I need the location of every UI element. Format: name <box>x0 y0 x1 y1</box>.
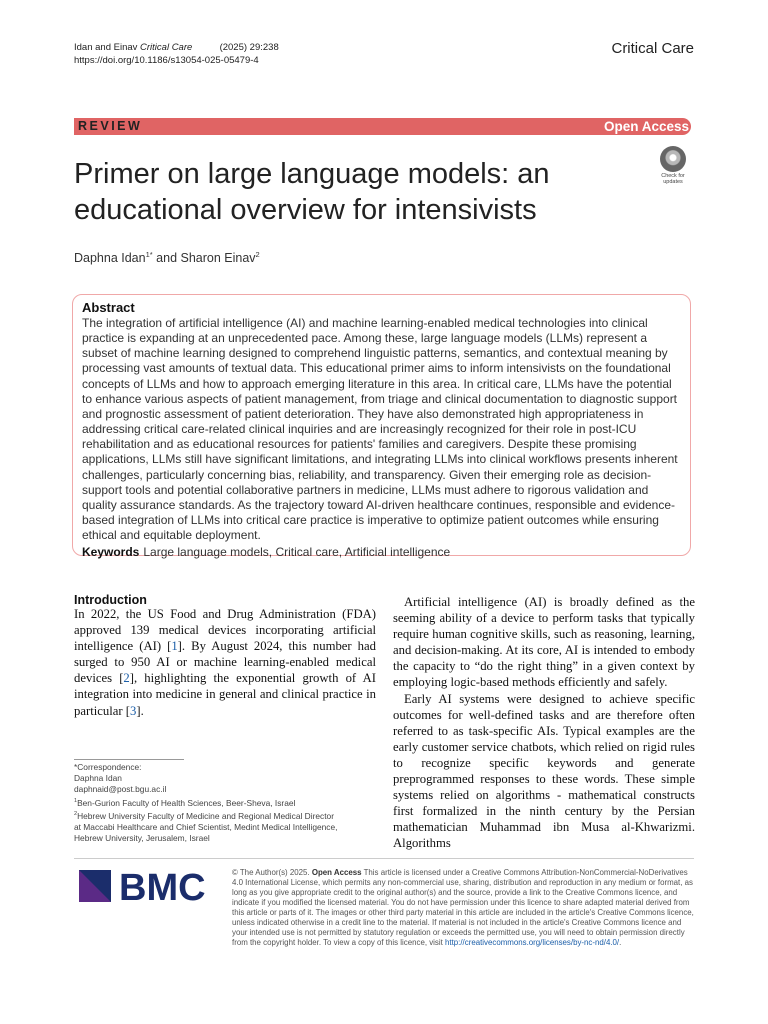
header-authors: Idan and Einav <box>74 42 138 53</box>
copyright: © The Author(s) 2025. <box>232 868 310 877</box>
correspondence-email[interactable]: daphnaid@post.bgu.ac.il <box>74 784 167 795</box>
article-title <box>74 156 594 228</box>
citation-link-2[interactable]: 2 <box>123 671 130 686</box>
intro-paragraph <box>74 606 376 719</box>
correspondence-footnote <box>74 762 374 844</box>
citation-link-3[interactable]: 3 <box>130 703 137 718</box>
header-citation: (2025) 29:238 <box>219 42 279 53</box>
affiliation-2-line-1: Hebrew University Faculty of Medicine and Regional Medical Director <box>77 810 335 821</box>
intro-heading: Introduction <box>74 593 147 607</box>
keywords <box>82 545 682 560</box>
bmc-logo-text: BMC <box>119 867 206 906</box>
running-header <box>74 41 279 67</box>
license-text <box>232 868 696 948</box>
crossmark-line2: updates <box>663 179 683 185</box>
intro-text-1: In 2022, the US Food and Drug Administration (FDA) approved 139 medical devices incorporating artificial intelligence (AI) [ <box>74 607 376 654</box>
right-column <box>393 594 695 852</box>
bmc-logo-icon <box>77 866 217 906</box>
intro-text-4: ]. <box>136 703 144 718</box>
affiliation-2-line-2: at Maccabi Healthcare and Chief Scientist, Medint Medical Intelligence, <box>74 821 338 832</box>
license-body: This article is licensed under a Creative Commons Attribution-NonCommercial-NoDerivatives 4.0 International License, which permits any non-commercial use, sharing, distribution and reproduction in any medium or format, as long as you give appropriate credit to the original author(s) and the source, provide a link to the Creative Commons licence, and indicate if you modified the licensed material. You do not have permission under this licence to share adapted material derived from this article or parts of it. The images or other third party material in this article are included in the article's Creative Commons licence, unless indicated otherwise in a credit line to the material. If material is not included in the article's Creative Commons licence and your intended use is not permitted by statutory regulation or exceeds the permitted use, you will need to obtain permission directly from the copyright holder. To view a copy of this licence, visit <box>232 868 694 948</box>
license-link[interactable]: http://creativecommons.org/licenses/by-nc-nd/4.0/ <box>445 938 620 948</box>
body-paragraph-1: Artificial intelligence (AI) is broadly defined as the seeming ability of a device to perform tasks that typically require human cognitive skills, such as reasoning, learning, and decision-making. At its core, AI is intended to embody the capacity to “do the right thing” in a given context by employing logic-based methods efficiently and safely. <box>393 595 695 690</box>
correspondence-label: *Correspondence: <box>74 762 142 772</box>
intro-text-3: ], highlighting the exponential growth of AI integration into medicine in general and clinical practice in particular [ <box>74 671 376 718</box>
citation-link-1[interactable]: 1 <box>171 639 178 654</box>
license-open-access: Open Access <box>311 868 362 877</box>
license-end: . <box>619 938 622 948</box>
crossmark-line1: Check for <box>661 173 685 179</box>
header-journal: Critical Care <box>140 42 193 53</box>
check-for-updates-badge[interactable] <box>655 146 691 186</box>
author-2-affiliation: 2 <box>255 250 260 259</box>
title-line-2: educational overview for intensivists <box>74 194 537 226</box>
keywords-list: Large language models, Critical care, Artificial intelligence <box>143 545 451 560</box>
journal-name: Critical Care <box>611 40 694 57</box>
article-type-band <box>74 118 691 135</box>
article-type-label: REVIEW <box>78 119 143 133</box>
author-1-affiliation: 1* <box>145 250 153 259</box>
footnote-divider <box>74 759 184 760</box>
header-doi[interactable]: https://doi.org/10.1186/s13054-025-05479-4 <box>74 55 259 66</box>
title-line-1: Primer on large language models: an <box>74 158 550 190</box>
abstract-heading: Abstract <box>82 300 135 315</box>
abstract-text: The integration of artificial intelligence (AI) and machine learning-enabled medical technologies into clinical practice is expanding at an unprecedented pace. Among these, large language models (LLMs) represent a subset of machine learning designed to comprehend linguistic patterns, semantics, and contextual meaning by processing vast amounts of textual data. This educational primer aims to inform intensivists on the foundational concepts of LLMs and how to approach emerging literature in this area. In critical care, LLMs have the potential to enhance various aspects of patient management, from triage and clinical documentation to diagnostic support and prognostic assessment of patient deterioration. They have also demonstrated high appropriateness in addressing critical care-related clinical inquiries and are increasingly recognized for their role in post-ICU rehabilitation and as educational resources for patients' families and caregivers. Despite these promising applications, LLMs still have significant limitations, and integrating LLMs into clinical workflows presents inherent challenges, particularly concerning bias, reliability, and transparency. Given their emerging role as decision-support tools and potential collaborative partners in medicine, LLMs must adhere to rigorous validation and quality assurance standards. As the trajectory toward AI-driven healthcare continues, responsible and evidence-based integration of LLMs into critical care practice is imperative to optimize patient outcomes while ensuring ethical and equitable deployment. <box>82 316 678 543</box>
footer-divider <box>74 858 694 859</box>
correspondence-name: Daphna Idan <box>74 773 122 784</box>
keywords-label: Keywords <box>82 545 140 560</box>
affiliation-2-marker: 2 <box>74 810 78 817</box>
author-2[interactable]: and Sharon Einav <box>152 251 256 266</box>
open-access-label: Open Access <box>603 119 689 134</box>
affiliation-1: Ben-Gurion Faculty of Health Sciences, Beer-Sheva, Israel <box>77 797 296 808</box>
crossmark-icon <box>660 146 686 172</box>
bmc-logo <box>77 866 217 906</box>
affiliation-2-line-3: Hebrew University, Jerusalem, Israel <box>74 832 210 843</box>
author-1[interactable]: Daphna Idan <box>74 251 146 266</box>
abstract-box <box>72 294 691 560</box>
intro-text-2: ]. By August 2024, this number had surged to 950 AI or machine learning-enabled medical devices [ <box>74 639 376 686</box>
author-list <box>74 250 260 265</box>
affiliation-1-marker: 1 <box>74 797 78 804</box>
body-paragraph-2: Early AI systems were designed to achieve specific outcomes for well-defined tasks and are therefore often referred to as task-specific AIs. Typical examples are the early customer service chatbots, which relied on rigid rules to recognize specific keywords and generate preprogrammed responses to these words. These simple systems relied on algorithms - mathematical constructs first formalized in the ninth century by the Persian mathematician Muhammad ibn Musa al-Khwarizmi. Algorithms <box>393 691 695 851</box>
